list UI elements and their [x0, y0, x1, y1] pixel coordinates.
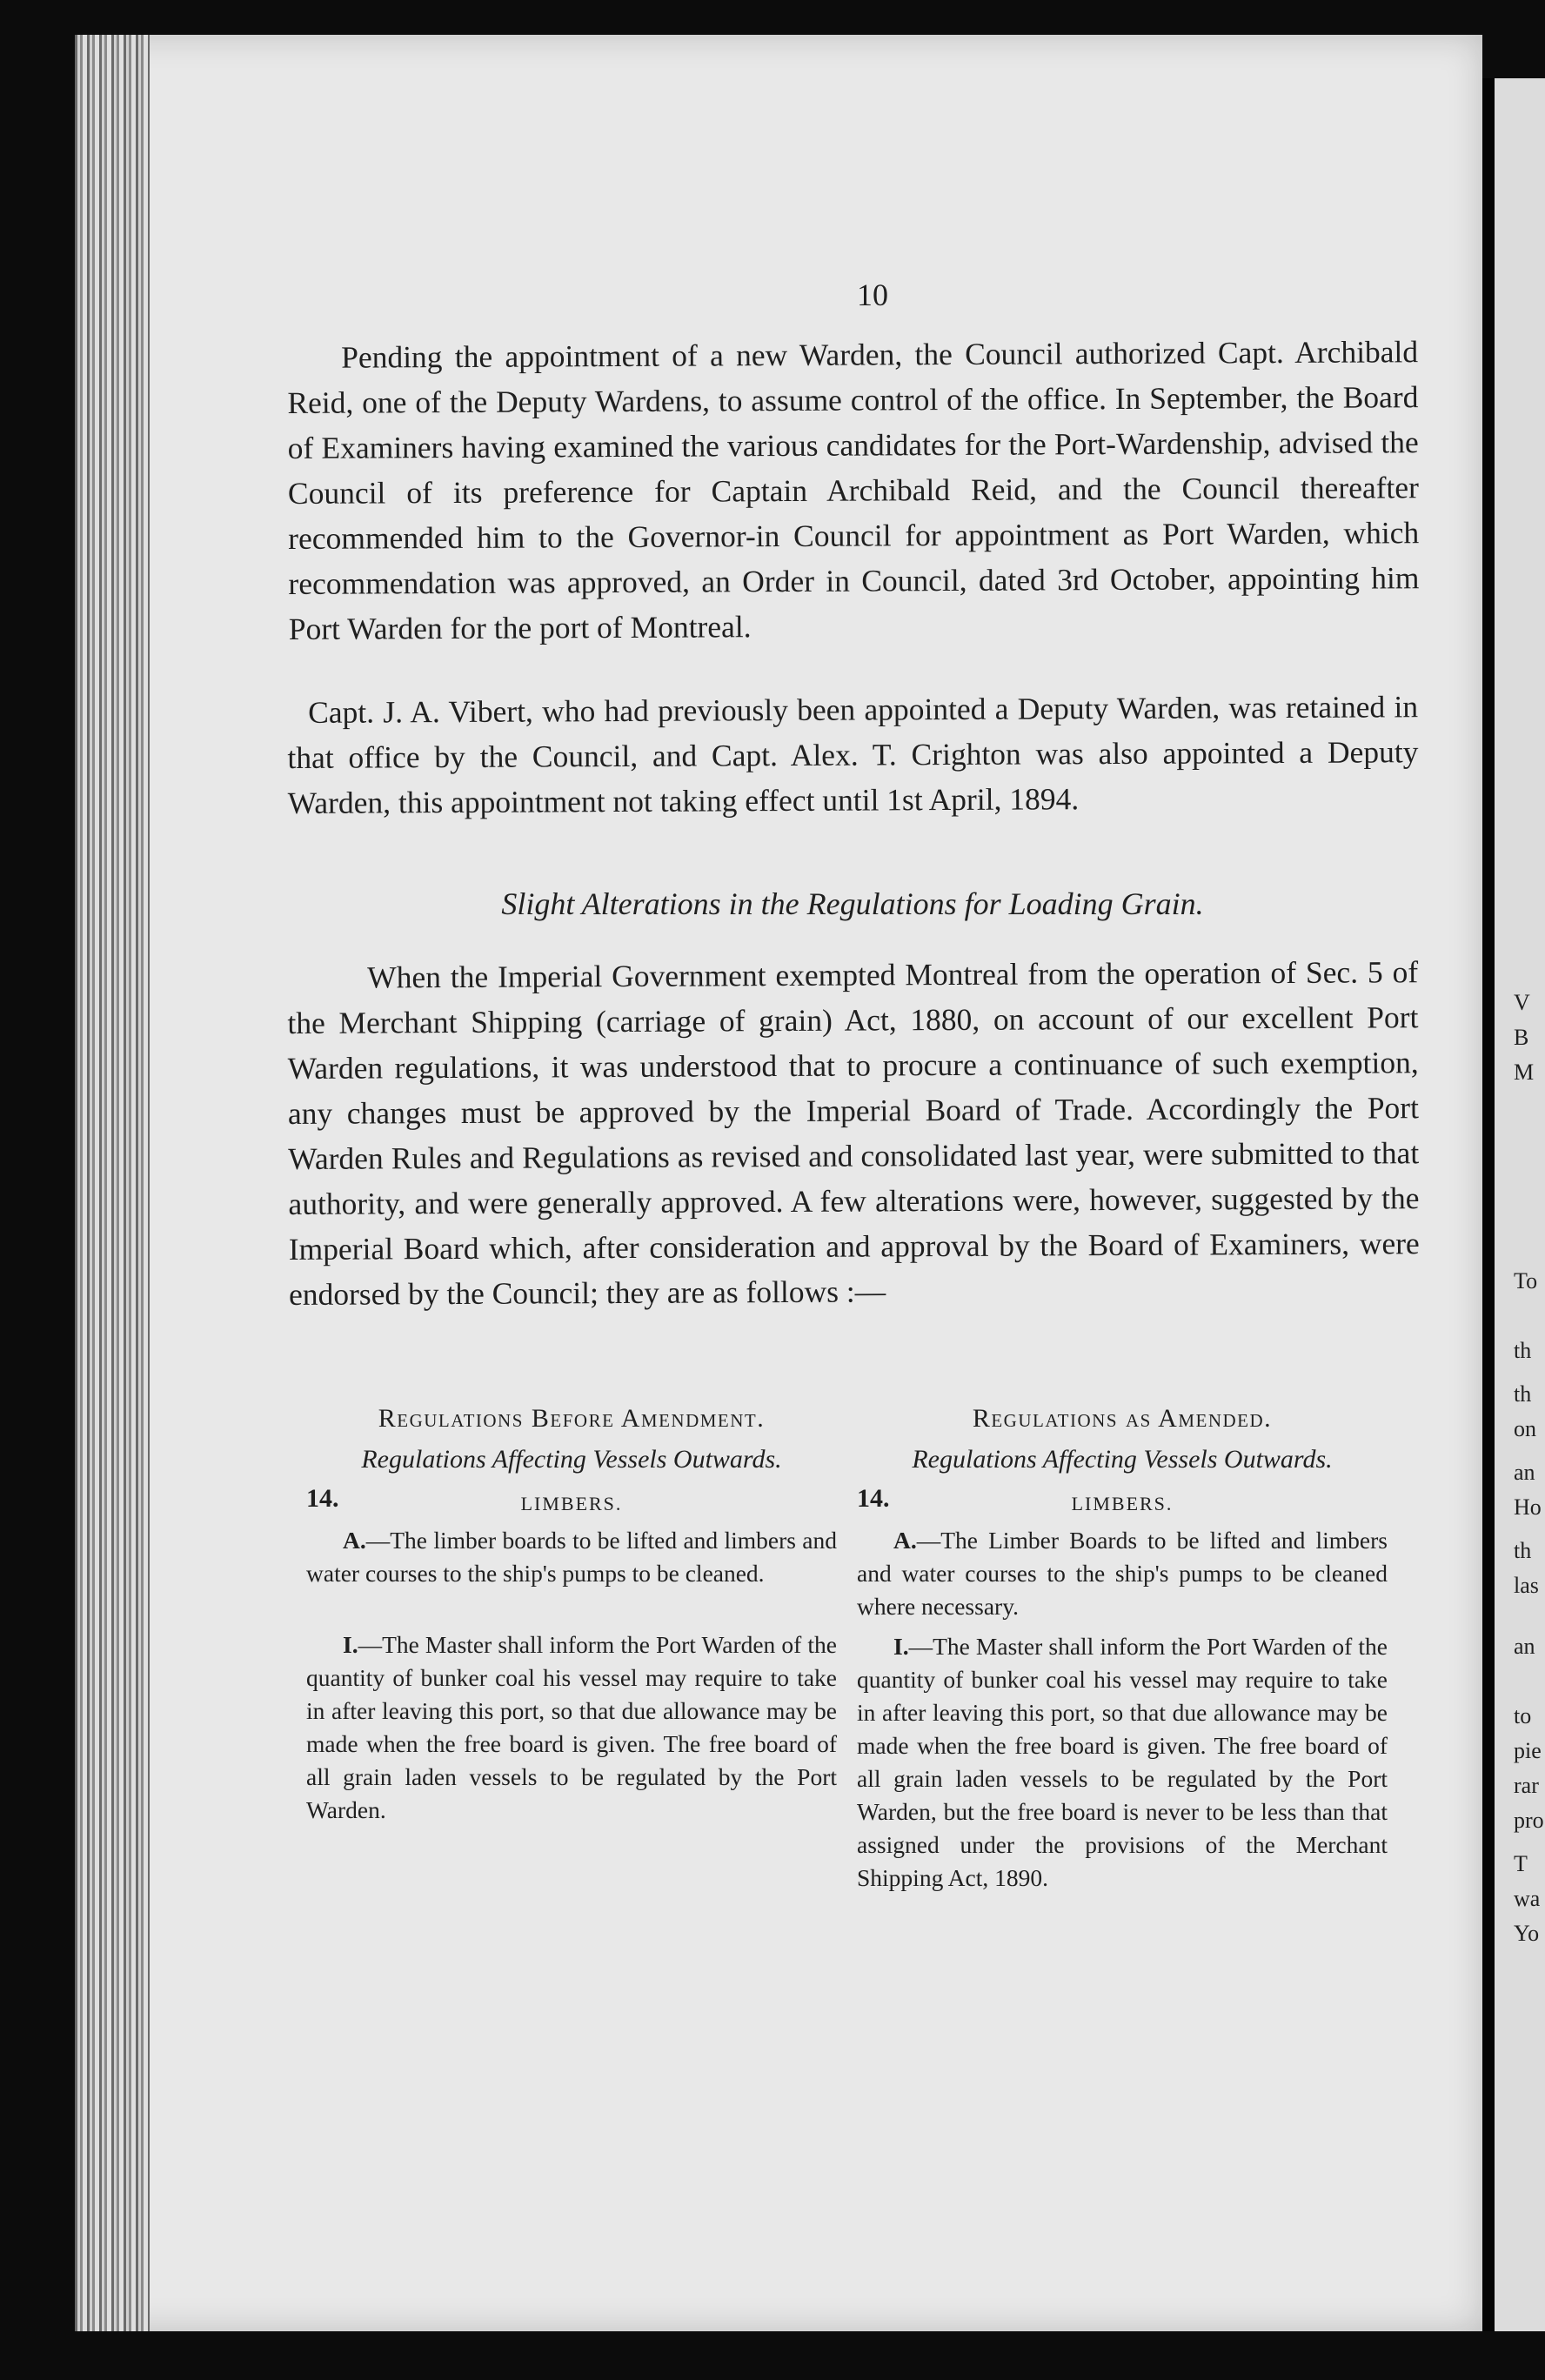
next-page-edge [1482, 78, 1545, 2331]
column-subheading: Regulations Affecting Vessels Outwards. [361, 1445, 782, 1474]
edge-fragment: rar [1514, 1773, 1539, 1798]
edge-fragment: th [1514, 1338, 1532, 1363]
clause-a-label: A. [343, 1527, 366, 1554]
regulation-header [857, 1482, 1388, 1517]
clause-i-label: I. [893, 1633, 909, 1660]
page-number: 10 [857, 277, 888, 312]
regulation-number: 14. [857, 1484, 890, 1513]
edge-fragment: M [1514, 1060, 1535, 1085]
edge-fragment: wa [1514, 1886, 1541, 1911]
column-heading: Regulations Before Amendment. [378, 1404, 766, 1433]
edge-fragment: th [1514, 1538, 1532, 1563]
clause-i [306, 1628, 837, 1827]
edge-fragment: Ho [1514, 1494, 1542, 1520]
clause-a [857, 1524, 1388, 1623]
edge-fragment: an [1514, 1634, 1535, 1659]
paragraph-warden-appointment: Pending the appointment of a new Warden, the Council authorized Capt. Archibald Reid, one of the Deputy Wardens, to assume control of the office. In September, the Board of Examiners having examined the various candidates for the Port-Wardenship, advised the Council of its preference for Captain Archibald Reid, and the Council thereafter recommended him to the Governor-in Council for appointment as Port Warden, which recommendation was approved, an Order in Council, dated 3rd October, appointing him Port Warden for the port of Montreal. [287, 334, 1420, 646]
regulation-number: 14. [306, 1484, 339, 1513]
column-before-amendment [306, 1402, 837, 1827]
edge-fragment: B [1514, 1025, 1529, 1050]
paragraph-deputy-wardens: Capt. J. A. Vibert, who had previously been appointed a Deputy Warden, was retained in that office by the Council, and Capt. Alex. T. Crighton was also appointed a Deputy Warden, this appointment not taking effect until 1st April, 1894. [287, 689, 1419, 820]
clause-i-text: —The Master shall inform the Port Warden of the quantity of bunker coal his vessel may require to take in after leaving this port, so that due allowance may be made when the free board is given. The free board of all grain laden vessels to be regulated by the Port Warden, but the free board is never to be less than that assigned under the provisions of the Merchant Shipping Act, 1890. [857, 1633, 1388, 1891]
edge-fragment: pie [1514, 1738, 1542, 1763]
edge-fragment: to [1514, 1703, 1532, 1728]
page-shadow-stripe [1482, 78, 1495, 2331]
edge-fragment: on [1514, 1416, 1536, 1441]
column-heading: Regulations as Amended. [972, 1404, 1273, 1433]
book-gutter [75, 35, 150, 2331]
edge-fragment: an [1514, 1460, 1535, 1485]
regulation-title: LIMBERS. [520, 1493, 623, 1514]
clause-i [857, 1630, 1388, 1895]
clause-a-label: A. [893, 1527, 917, 1554]
column-subheading: Regulations Affecting Vessels Outwards. [912, 1445, 1333, 1474]
edge-fragment: To [1514, 1268, 1538, 1294]
edge-fragment: Yo [1514, 1921, 1540, 1946]
edge-fragment: T [1514, 1851, 1528, 1876]
edge-fragment: las [1514, 1573, 1539, 1598]
clause-a-text: —The Limber Boards to be lifted and limbers and water courses to the ship's pumps to be cleaned where necessary. [857, 1527, 1388, 1620]
regulation-title: LIMBERS. [1071, 1493, 1174, 1514]
clause-a-text: —The limber boards to be lifted and limbers and water courses to the ship's pumps to be cleaned. [306, 1527, 837, 1587]
clause-i-label: I. [343, 1631, 358, 1658]
clause-a [306, 1524, 837, 1590]
edge-fragment: pro [1514, 1808, 1544, 1833]
clause-i-text: —The Master shall inform the Port Warden of the quantity of bunker coal his vessel may require to take in after leaving this port, so that due allowance may be made when the free board is given. The free board of all grain laden vessels to be regulated by the Port Warden. [306, 1631, 837, 1823]
paragraph-imperial-exemption: When the Imperial Government exempted Montreal from the operation of Sec. 5 of the Merchant Shipping (carriage of grain) Act, 1880, on account of our excellent Port Warden regulations, it was understood that to procure a continuance of such exemption, any changes must be approved by the Imperial Board of Trade. Accordingly the Port Warden Rules and Regulations as revised and consolidated last year, were submitted to that authority, and were generally approved. A few alterations were, however, suggested by the Imperial Board which, after consideration and approval by the Board of Examiners, were endorsed by the Council; they are as follows :— [287, 954, 1420, 1312]
edge-fragment: th [1514, 1381, 1532, 1407]
section-heading: Slight Alterations in the Regulations for Loading Grain. [501, 886, 1204, 921]
regulation-header [306, 1482, 837, 1517]
column-as-amended [857, 1402, 1388, 1895]
edge-fragment: V [1514, 990, 1530, 1015]
